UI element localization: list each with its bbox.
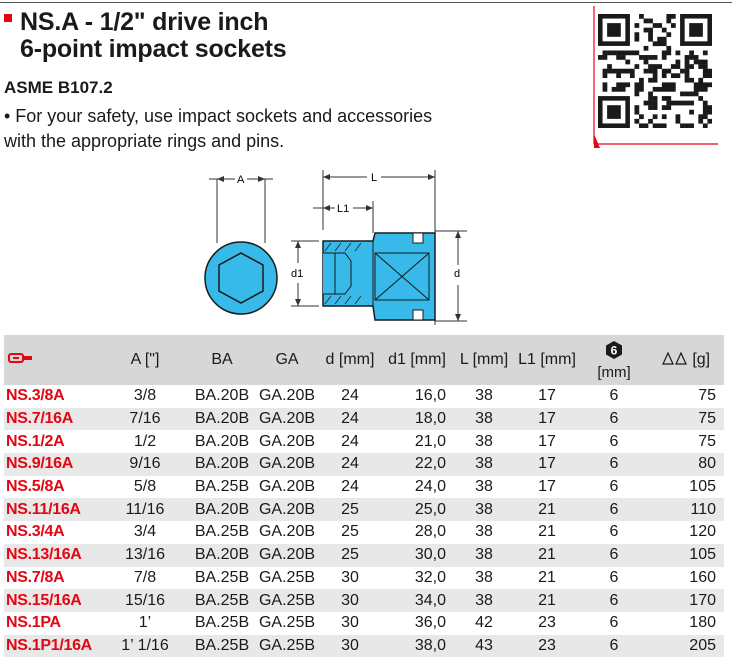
cell-weight: 120 (689, 523, 716, 541)
cell-ga: GA.20B (254, 544, 320, 567)
col-header-l: L [mm] (454, 335, 514, 385)
cell-ga: GA.20B (258, 523, 316, 541)
cell-l: 38 (475, 568, 493, 586)
cell-d1: 34,0 (380, 589, 454, 612)
cell-weight: 160 (689, 568, 716, 586)
cell-d1: 21,0 (414, 432, 446, 450)
dim-label-a: A (237, 174, 245, 186)
cell-l1: 17 (514, 453, 580, 476)
cell-hex: 6 (609, 614, 619, 632)
cell-a: 13/16 (100, 544, 190, 567)
table-row (4, 521, 724, 544)
cell-d1: 28,0 (414, 523, 446, 541)
dim-label-l: L (371, 172, 378, 184)
cell-d1: 16,0 (414, 387, 446, 405)
table-row (4, 635, 724, 658)
cell-hex: 6 (609, 387, 619, 405)
hex-key-icon (604, 340, 624, 360)
cell-d: 24 (320, 408, 380, 431)
col-header-l1: L1 [mm] (514, 335, 580, 385)
cell-ba: BA.25B (194, 568, 250, 586)
cell-ba: BA.25B (194, 614, 250, 632)
page-title-line2: 6-point impact sockets (20, 35, 287, 63)
cell-l1: 21 (514, 544, 580, 567)
cell-ga: GA.25B (258, 568, 316, 586)
cell-d: 25 (320, 544, 380, 567)
cell-ba: BA.25B (190, 635, 254, 658)
cell-d: 24 (341, 478, 359, 496)
cell-l1: 17 (514, 408, 580, 431)
cell-a: 9/16 (100, 453, 190, 476)
cell-d1: 36,0 (414, 614, 446, 632)
col-header-weight-unit: [g] (692, 351, 711, 368)
cell-a: 15/16 (100, 589, 190, 612)
scale-icon (662, 352, 688, 365)
cell-l: 43 (454, 635, 514, 658)
cell-ba: BA.20B (190, 408, 254, 431)
cell-weight: 75 (698, 432, 716, 450)
cell-ga: GA.20B (254, 408, 320, 431)
col-header-ga: GA (254, 335, 320, 385)
cell-hex: 6 (580, 589, 648, 612)
cell-ba: BA.25B (194, 523, 250, 541)
cell-d: 24 (341, 432, 359, 450)
top-rule (0, 2, 732, 3)
cell-ref[interactable]: NS.3/4A (6, 523, 65, 541)
title-marker (4, 14, 12, 22)
cell-hex: 6 (580, 635, 648, 658)
cell-d: 24 (341, 387, 359, 405)
cell-d: 30 (320, 589, 380, 612)
table-header-row (4, 335, 724, 385)
cell-l1: 21 (538, 523, 556, 541)
cell-l1: 17 (538, 387, 556, 405)
socket-diagram (195, 165, 485, 330)
cell-ref[interactable]: NS.7/8A (6, 568, 65, 586)
table-row (4, 498, 724, 521)
cell-a: 1’ (138, 614, 152, 632)
cell-ref[interactable]: NS.9/16A (4, 453, 100, 476)
cell-d1: 38,0 (380, 635, 454, 658)
table-row (4, 476, 724, 499)
col-header-hex-unit: [mm] (597, 363, 631, 381)
table-row (4, 612, 724, 635)
cell-ga: GA.20B (258, 387, 316, 405)
cell-ga: GA.20B (254, 453, 320, 476)
cell-ga: GA.25B (258, 614, 316, 632)
cell-a: 3/4 (133, 523, 157, 541)
col-header-a: A ["] (100, 335, 190, 385)
cell-l1: 23 (514, 635, 580, 658)
cell-ga: GA.20B (254, 498, 320, 521)
cell-hex: 6 (609, 568, 619, 586)
dim-label-l1: L1 (337, 203, 350, 215)
col-header-hex (580, 335, 648, 385)
safety-note-line2: with the appropriate rings and pins. (4, 131, 285, 151)
cell-weight: 75 (648, 408, 724, 431)
cell-l: 38 (454, 589, 514, 612)
cell-weight: 105 (689, 478, 716, 496)
cell-ref[interactable]: NS.3/8A (6, 387, 65, 405)
table-row (4, 589, 724, 612)
cell-l1: 23 (538, 614, 556, 632)
cell-l1: 17 (538, 478, 556, 496)
cell-a: 1’ 1/16 (100, 635, 190, 658)
cell-ref[interactable]: NS.1/2A (6, 432, 65, 450)
cell-weight: 205 (648, 635, 724, 658)
cell-a: 11/16 (100, 498, 190, 521)
cell-a: 3/8 (133, 387, 157, 405)
cell-d1: 25,0 (380, 498, 454, 521)
table-row (4, 544, 724, 567)
cell-l: 42 (475, 614, 493, 632)
cell-l1: 17 (538, 432, 556, 450)
cell-l: 38 (454, 498, 514, 521)
cell-ref[interactable]: NS.13/16A (4, 544, 100, 567)
cell-ref[interactable]: NS.15/16A (4, 589, 100, 612)
cell-ref[interactable]: NS.11/16A (4, 498, 100, 521)
cell-d: 24 (320, 453, 380, 476)
qr-code-icon (598, 14, 712, 128)
cell-l1: 21 (514, 498, 580, 521)
cell-d1: 24,0 (414, 478, 446, 496)
safety-note-line1: • For your safety, use impact sockets and accessories (4, 106, 433, 126)
cell-ba: BA.20B (194, 387, 250, 405)
hex-key-icon-text: 6 (610, 343, 618, 357)
col-header-ref (4, 335, 100, 385)
dim-label-d: d (454, 268, 461, 280)
table-row (4, 385, 724, 408)
cell-weight: 170 (648, 589, 724, 612)
cell-l: 38 (454, 408, 514, 431)
cell-l: 38 (475, 387, 493, 405)
cell-hex: 6 (580, 453, 648, 476)
socket-icon (8, 351, 34, 365)
cell-a: 7/16 (100, 408, 190, 431)
cell-ref[interactable]: NS.1P1/16A (4, 635, 100, 658)
col-header-ba: BA (190, 335, 254, 385)
cell-l: 38 (475, 432, 493, 450)
table-row (4, 567, 724, 590)
cell-ba: BA.25B (190, 589, 254, 612)
socket-front-view (205, 176, 277, 314)
cell-a: 5/8 (133, 478, 157, 496)
cell-weight: 180 (689, 614, 716, 632)
cell-l1: 21 (538, 568, 556, 586)
qr-code[interactable] (598, 14, 712, 128)
cell-d1: 32,0 (414, 568, 446, 586)
cell-d1: 22,0 (380, 453, 454, 476)
cell-d1: 18,0 (380, 408, 454, 431)
cell-weight: 110 (648, 498, 724, 521)
specs-table (4, 335, 724, 657)
cell-ga: GA.25B (254, 635, 320, 658)
cell-hex: 6 (580, 498, 648, 521)
col-header-d: d [mm] (320, 335, 380, 385)
cell-ba: BA.20B (190, 544, 254, 567)
cell-ba: BA.20B (194, 432, 250, 450)
table-row (4, 430, 724, 453)
cell-d: 25 (320, 498, 380, 521)
dim-label-d1: d1 (291, 268, 304, 280)
cell-ref[interactable]: NS.5/8A (6, 478, 65, 496)
col-header-weight (648, 335, 724, 385)
cell-l: 38 (454, 544, 514, 567)
cell-weight: 75 (698, 387, 716, 405)
cell-l1: 21 (514, 589, 580, 612)
cell-ga: GA.20B (258, 432, 316, 450)
cell-ba: BA.25B (194, 478, 250, 496)
cell-hex: 6 (580, 408, 648, 431)
cell-d: 25 (341, 523, 359, 541)
cell-d: 30 (341, 614, 359, 632)
cell-hex: 6 (609, 523, 619, 541)
standard-label: ASME B107.2 (4, 78, 113, 97)
cell-d: 30 (320, 635, 380, 658)
cell-weight: 105 (648, 544, 724, 567)
cell-a: 1/2 (133, 432, 157, 450)
cell-l: 38 (454, 453, 514, 476)
cell-weight: 80 (648, 453, 724, 476)
socket-side-view (291, 170, 467, 325)
cell-l: 38 (475, 478, 493, 496)
cell-ga: GA.20B (258, 478, 316, 496)
cell-ref[interactable]: NS.7/16A (4, 408, 100, 431)
cell-ba: BA.20B (190, 453, 254, 476)
table-row (4, 408, 724, 431)
cell-d: 30 (341, 568, 359, 586)
col-header-d1: d1 [mm] (380, 335, 454, 385)
cell-ga: GA.25B (254, 589, 320, 612)
cell-hex: 6 (580, 544, 648, 567)
table-row (4, 453, 724, 476)
cell-hex: 6 (609, 478, 619, 496)
cell-l: 38 (475, 523, 493, 541)
cell-ba: BA.20B (190, 498, 254, 521)
cell-ref[interactable]: NS.1PA (6, 614, 61, 632)
cell-d1: 30,0 (380, 544, 454, 567)
cell-hex: 6 (609, 432, 619, 450)
cell-a: 7/8 (133, 568, 157, 586)
page-title-line1: NS.A - 1/2" drive inch (20, 8, 269, 36)
